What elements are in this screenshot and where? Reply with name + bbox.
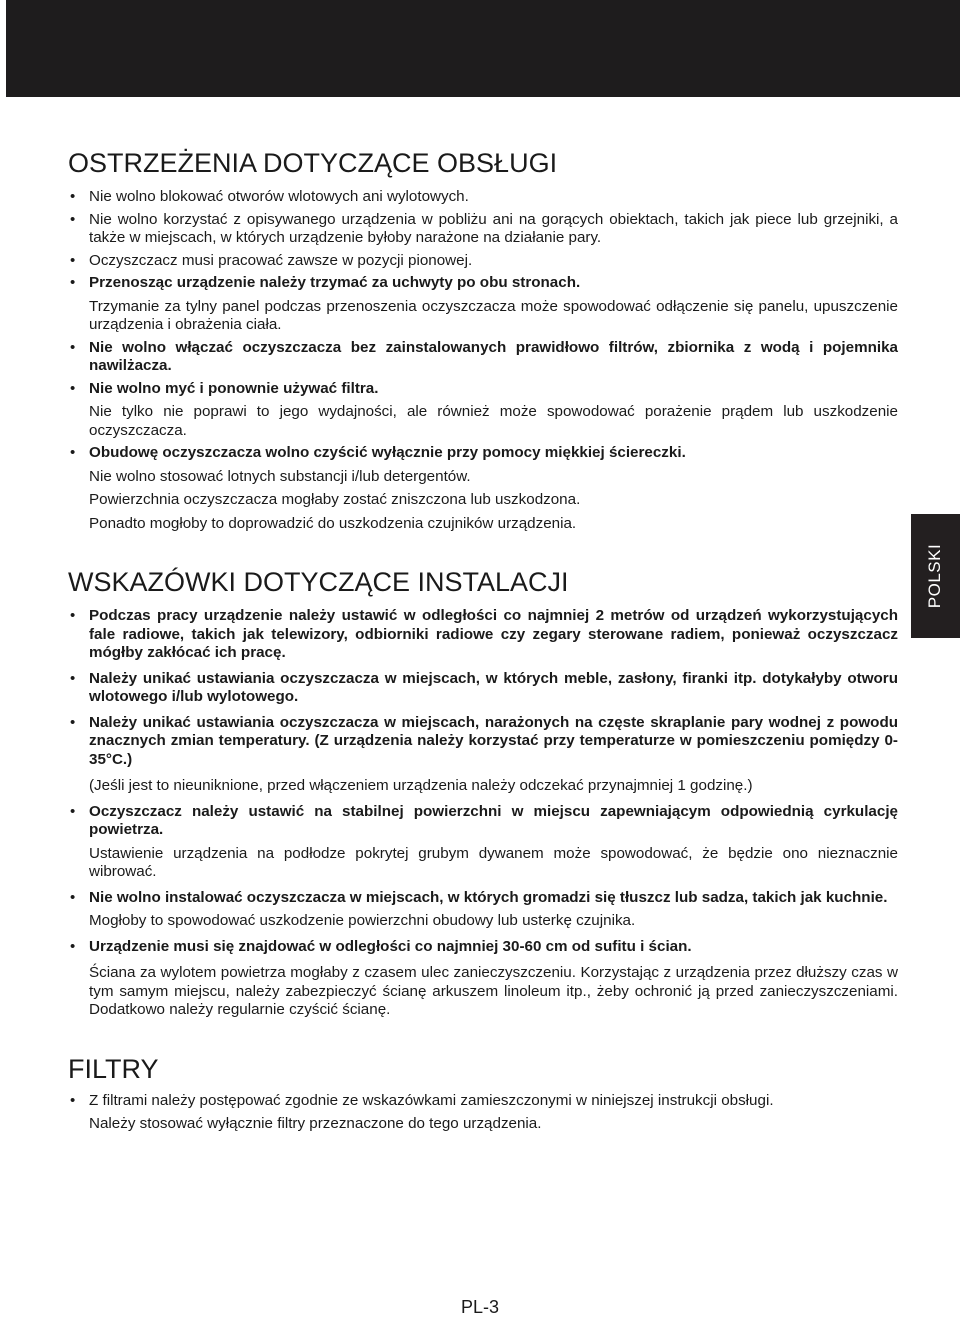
bullet-icon: • (70, 1091, 76, 1109)
bullet-icon: • (70, 607, 76, 624)
warnings-list (68, 188, 898, 533)
bullet-icon: • (70, 937, 76, 955)
item-text: Oczyszczacz musi pracować zawsze w pozycji pionowej. (89, 251, 473, 269)
item-text: Podczas pracy urządzenie należy ustawić w odległości co najmniej 2 metrów od urządzeń wykorzystujących fale radiowe, takich jak telewizory, odbiorniki radiowe czy zegary sterowane radiem, ponieważ oczyszczacz mógłby zakłócać ich pracę. (89, 607, 898, 661)
bullet-icon: • (70, 210, 76, 228)
item-text: Nie wolno blokować otworów wlotowych ani wylotowych. (89, 188, 469, 205)
item-text: Nie wolno myć i ponownie używać filtra. (89, 379, 379, 397)
bullet-icon: • (70, 888, 76, 906)
filters-list (68, 1092, 898, 1134)
item-note: (Jeśli jest to nieuniknione, przed włączeniem urządzenia należy odczekać przynajmniej 1 godzinę.) (89, 777, 753, 794)
bullet-icon: • (70, 274, 76, 291)
list-item (68, 607, 898, 663)
item-note: Mogłoby to spowodować uszkodzenie powierzchni obudowy lub usterkę czujnika. (89, 912, 636, 929)
item-text: Należy unikać ustawiania oczyszczacza w miejscach, w których meble, zasłony, firanki itp. dotykałyby otworu wlotowego i/lub wylotowego. (89, 669, 898, 705)
bullet-icon: • (70, 669, 76, 687)
item-text: Nie wolno instalować oczyszczacza w miejscach, w których gromadzi się tłuszcz lub sadza, takich jak kuchnie. (89, 888, 888, 906)
item-text: Należy unikać ustawiania oczyszczacza w miejscach, narażonych na częste skraplanie pary wodnej z powodu znacznych zmian temperatury. (Z urządzenia należy korzystać przy temperaturze w pomieszczeniu pomiędzy 0-35°C.) (89, 713, 898, 768)
header-band (6, 0, 960, 97)
language-tab-label: POLSKI (925, 543, 945, 609)
list-item (68, 803, 898, 882)
item-note: Powierzchnia oczyszczacza mogłaby zostać zniszczona lub uszkodzona. (89, 491, 581, 508)
list-item (68, 889, 898, 931)
item-note: Ponadto mogłoby to doprowadzić do uszkodzenia czujników urządzenia. (89, 514, 577, 532)
bullet-icon: • (70, 713, 76, 731)
list-item (68, 380, 898, 441)
list-item (68, 274, 898, 335)
item-note: Nie wolno stosować lotnych substancji i/lub detergentów. (89, 467, 471, 485)
item-note: Ustawienie urządzenia na podłodze pokrytej grubym dywanem może spowodować, że będzie ono nieznacznie wibrować. (89, 844, 898, 880)
item-note: Nie tylko nie poprawi to jego wydajności, ale również może spowodować porażenie prądem lub uszkodzenie oczyszczacza. (89, 403, 898, 439)
list-item (68, 938, 898, 1020)
item-text: Obudowę oczyszczacza wolno czyścić wyłącznie przy pomocy miękkiej ściereczki. (89, 444, 686, 461)
item-text: Przenosząc urządzenie należy trzymać za uchwyty po obu stronach. (89, 274, 581, 291)
bullet-icon: • (70, 188, 76, 205)
section-operating-warnings (68, 146, 898, 533)
installation-list (68, 607, 898, 1020)
list-item (68, 670, 898, 707)
list-item (68, 252, 898, 271)
bullet-icon: • (70, 379, 76, 397)
list-item (68, 714, 898, 796)
list-item (68, 1092, 898, 1134)
section-filters (68, 1052, 898, 1134)
section-title: FILTRY (68, 1053, 159, 1084)
list-item (68, 339, 898, 376)
bullet-icon: • (70, 444, 76, 461)
item-text: Nie wolno korzystać z opisywanego urządzenia w pobliżu ani na gorących obiektach, takich jak piece lub grzejniki, a także w miejscach, w których urządzenie byłoby narażone na działanie pary. (89, 210, 898, 246)
document-body (68, 146, 898, 1134)
item-text: Oczyszczacz należy ustawić na stabilnej powierzchni w miejscu zapewniającym odpowiednią cyrkulację powietrza. (89, 802, 898, 838)
section-title: OSTRZEŻENIA DOTYCZĄCE OBSŁUGI (68, 148, 558, 178)
item-text: Urządzenie musi się znajdować w odległości co najmniej 30-60 cm od sufitu i ścian. (89, 937, 692, 955)
section-installation-tips (68, 565, 898, 1020)
item-text: Z filtrami należy postępować zgodnie ze wskazówkami zamieszczonymi w niniejszej instrukcji obsługi. (89, 1091, 774, 1109)
list-item (68, 211, 898, 248)
item-note: Należy stosować wyłącznie filtry przeznaczone do tego urządzenia. (89, 1115, 542, 1132)
language-tab (911, 514, 960, 638)
bullet-icon: • (70, 251, 76, 269)
list-item (68, 444, 898, 533)
list-item (68, 188, 898, 207)
bullet-icon: • (70, 338, 76, 356)
page-number: PL-3 (460, 1297, 500, 1317)
item-note: Ściana za wylotem powietrza mogłaby z czasem ulec zanieczyszczeniu. Korzystając z urządzenia przez dłuższy czas w tym samym miejscu, należy zabezpieczyć ścianę arkuszem linoleum itp., żeby ochronić ją przed zanieczyszczeniami. Dodatkowo należy regularnie czyścić ścianę. (89, 964, 898, 1018)
section-title: WSKAZÓWKI DOTYCZĄCE INSTALACJI (68, 567, 569, 597)
item-text: Nie wolno włączać oczyszczacza bez zainstalowanych prawidłowo filtrów, zbiornika z wodą i pojemnika nawilżacza. (89, 338, 898, 374)
item-note: Trzymanie za tylny panel podczas przenoszenia oczyszczacza może spowodować odłączenie się panelu, upuszczenie urządzenia i obrażenia ciała. (89, 297, 898, 333)
bullet-icon: • (70, 802, 76, 820)
